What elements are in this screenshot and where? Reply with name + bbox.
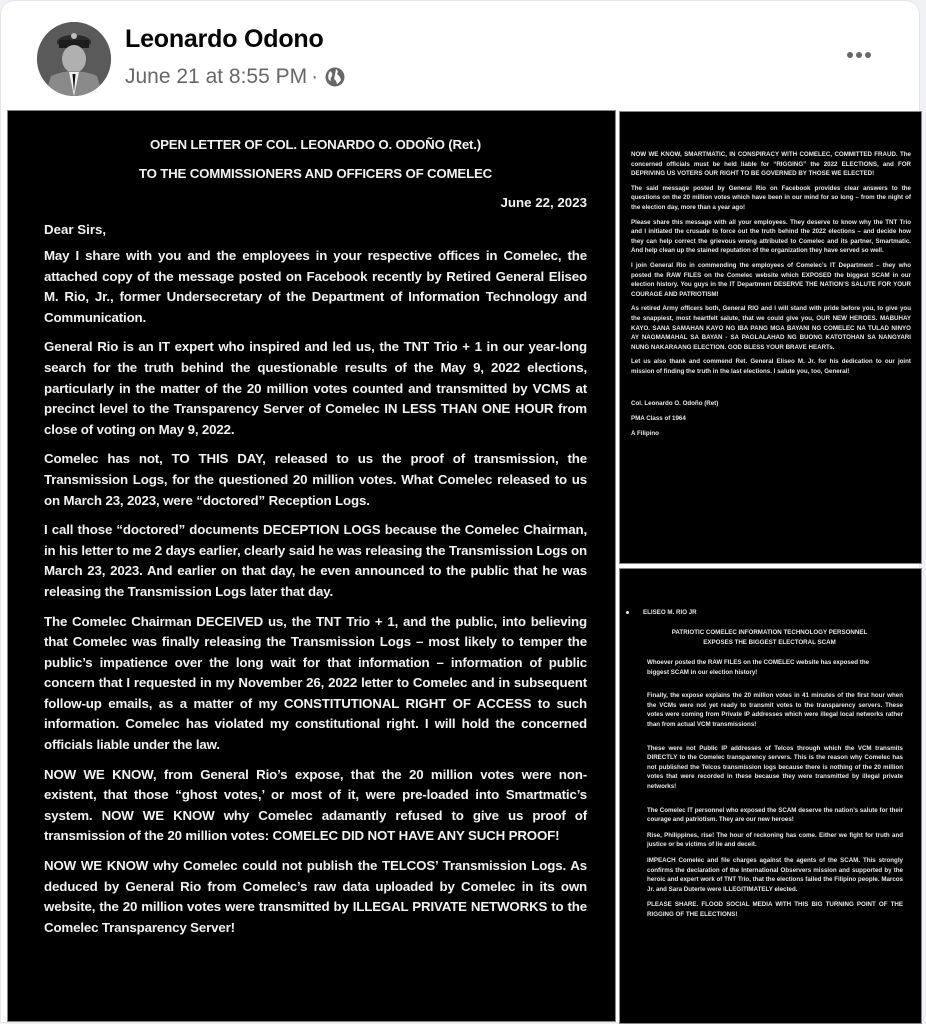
- rio-post-paragraph: Whoever posted the RAW FILES on the COMELEC website has exposed the: [647, 659, 870, 666]
- avatar-portrait-icon: [37, 22, 111, 96]
- signature-class: PMA Class of 1964: [631, 415, 686, 423]
- letter-salutation: Dear Sirs,: [44, 222, 107, 237]
- letter-paragraph: NOW WE KNOW why Comelec could not publish the TELCOS’ Transmission Logs. As deduced by General Rio from Comelec’s raw data uploaded by Comelec in its own website, the 20 million votes were transmitted by ILLEGAL PRIVATE NETWORKS to the Comelec Transparency Server!: [44, 858, 587, 935]
- page2-paragraph: Let us also thank and commend Ret. General Eliseo M. Jr. for his dedication to our joint mission of finding the truth in the last elections. I salute you, too, General!: [631, 358, 911, 375]
- rio-post-paragraph: These were not Public IP addresses of Telcos through which the VCM transmits DIRECTLY to the Comelec transparency servers. This is the reason why Comelec has not published the Telcos transmission logs because there is nothing of the 20 million votes that were recorded in these because they were transmitted by illegal private networks!: [647, 744, 903, 790]
- more-options-button[interactable]: [839, 41, 879, 69]
- post-header: [1, 1, 921, 109]
- meta-separator: ·: [311, 65, 319, 88]
- rio-post-title: PATRIOTIC COMELEC INFORMATION TECHNOLOGY PERSONNEL EXPOSES THE BIGGEST ELECTORAL SCAM: [671, 629, 868, 646]
- page2-paragraph: As retired Army officers both, General RIO and I will stand with pride before you, to give you the snappiest, most heartfelt salute, that we could give you, OUR NEW HEROES. MABUHAY KAYO. SANA SAMAHAN KAYO NG IBA PANG MGA BAYANI NG COMELEC NA TULAD NINYO AY NAGMAMAHAL SA BAYAN - SA PAGLALAHAD NG BUONG KATOTOHAN SA NANGYARI NUNG NAKARAANG ELECTION. GOD BLESS YOUR BRAVE HEARTs.: [631, 305, 911, 351]
- photo-rio-post[interactable]: [619, 568, 922, 1024]
- page2-paragraph: Please share this message with all your employees. They deserve to know why the TNT Trio and I initiated the crusade to force out the truth behind the 2022 elections – and decide how they can help correct the grievous wrong attributed to Comelec and its partner, Smartmatic. And help clean up the stained reputation of the organization they have served so well.: [631, 218, 911, 255]
- rio-post-body: [626, 658, 913, 919]
- letter-paragraph: General Rio is an IT expert who inspired and led us, the TNT Trio + 1 in our year-long search for the truth behind the questionable results of the May 9, 2022 elections, particularly in the matter of the 20 million votes counted and transmitted by VCMS at precinct level to the Transparency Server of Comelec IN LESS THAN ONE HOUR from close of voting on May 9, 2022.: [44, 339, 587, 437]
- letter-paragraph: Comelec has not, TO THIS DAY, released to us the proof of transmission, the Transmission Logs, for the questioned 20 million votes. What Comelec released to us on March 23, 2023, were “doctored” Reception Logs.: [44, 451, 587, 508]
- rio-post-paragraph: The Comelec IT personnel who exposed the SCAM deserve the nation’s salute for their courage and patriotism. They are our new heroes!: [647, 806, 903, 824]
- rio-post-paragraph: Finally, the expose explains the 20 million votes in 41 minutes of the first hour when the VCMs were not yet ready to transmit votes to the transparency servers. These votes were coming from Private IP addresses which were illegal local networks rather than from actual VCM transmissions!: [647, 692, 903, 728]
- rio-post-paragraph: PLEASE SHARE. FLOOD SOCIAL MEDIA WITH THIS BIG TURNING POINT OF THE RIGGING OF THE ELECTIONS!: [647, 901, 903, 918]
- rio-post-paragraph: IMPEACH Comelec and file charges against the agents of the SCAM. This strongly confirms the declaration of the International Observers mission and supported by the heroic and expert work of TNT Trio, that the elections failed the Filipino people. Marcos Jr. and Sara Duterte were ILLEGITIMATELY elected.: [647, 856, 903, 893]
- letter-title-line2: TO THE COMMISSIONERS AND OFFICERS OF COMELEC: [138, 166, 493, 181]
- post-timestamp[interactable]: June 21 at 8:55 PM: [125, 65, 308, 88]
- letter-title-line1: OPEN LETTER OF COL. LEONARDO O. ODOÑO (Ret.): [149, 137, 481, 152]
- rio-post-paragraph: biggest SCAM in our election history!: [647, 668, 758, 676]
- post-meta: [125, 65, 346, 89]
- more-options-icon: [847, 52, 853, 58]
- rio-post-paragraph: Rise, Philippines, rise! The hour of reckoning has come. Either we fight for truth and justice or be victims of lie and deceit.: [647, 831, 903, 849]
- author-avatar[interactable]: [37, 22, 111, 96]
- page2-paragraph: The said message posted by General Rio on Facebook provides clear answers to the questions on the 20 million votes which have been in our mind for so long – from the night of the election day, more than a year ago!: [631, 184, 911, 211]
- page2-paragraph: NOW WE KNOW, SMARTMATIC, IN CONSPIRACY WITH COMELEC, COMMITTED FRAUD. The concerned officials must be held liable for “RIGGING” the 2022 ELECTIONS, and FOR DEPRIVING US VOTERS OUR RIGHT TO BE GOVERNED BY THOSE WE ELECTED!: [631, 151, 911, 178]
- photo-open-letter-page2[interactable]: [619, 111, 922, 564]
- letter-paragraph: The Comelec Chairman DECEIVED us, the TNT Trio + 1, and the public, into believing that Comelec was finally releasing the Transmission Logs – most likely to temper the public’s impatience over the long wait for that information – information of public concern that I requested in my November 26, 2022 letter to Comelec and in subsequent follow-up emails, as a matter of my CONSTITUTIONAL RIGHT OF ACCESS to such information. Comelec has violated my constitutional right. I will hold the concerned officials liable under the law.: [44, 613, 587, 753]
- letter-date: June 22, 2023: [500, 195, 587, 210]
- signature-nationality: A Filipino: [631, 429, 659, 437]
- page2-paragraph: I join General Rio in commending the employees of Comelec’s IT Department – they who posted the RAW FILES on the Comelec website which EXPOSED the biggest SCAM in our election history. You guys in the IT Department DESERVE THE NATION’S SALUTE FOR YOUR COURAGE AND PATRIOTISM!: [631, 261, 911, 298]
- letter-paragraph: NOW WE KNOW, from General Rio’s expose, that the 20 million votes were non-existent, that those “ghost votes,’ or most of it, were pre-loaded into Smartmatic’s system. NOW WE KNOW why Comelec adamantly refused to give us proof of transmission of the 20 million votes: COMELEC DID NOT HAVE ANY SUCH PROOF!: [44, 766, 587, 844]
- letter-paragraph: May I share with you and the employees in your respective offices in Comelec, the attached copy of the message posted on Facebook recently by Retired General Eliseo M. Rio, Jr., former Undersecretary of the Department of Information Technology and Communication.: [44, 248, 587, 325]
- globe-icon[interactable]: [324, 66, 346, 88]
- letter-paragraph: I call those “doctored” documents DECEPTION LOGS because the Comelec Chairman, in his letter to me 2 days earlier, clearly said he was releasing the Transmission Logs on March 23, 2023. And earlier on that day, he even announced to the public that he was releasing the Transmission Logs later that day.: [44, 522, 587, 599]
- signature-name: Col. Leonardo O. Odoño (Ret): [631, 400, 719, 408]
- bullet-icon: [626, 611, 629, 614]
- author-name[interactable]: Leonardo Odono: [125, 25, 324, 53]
- photo-open-letter-page1[interactable]: [7, 110, 616, 1022]
- rio-post-author: ELISEO M. RIO JR: [626, 609, 913, 616]
